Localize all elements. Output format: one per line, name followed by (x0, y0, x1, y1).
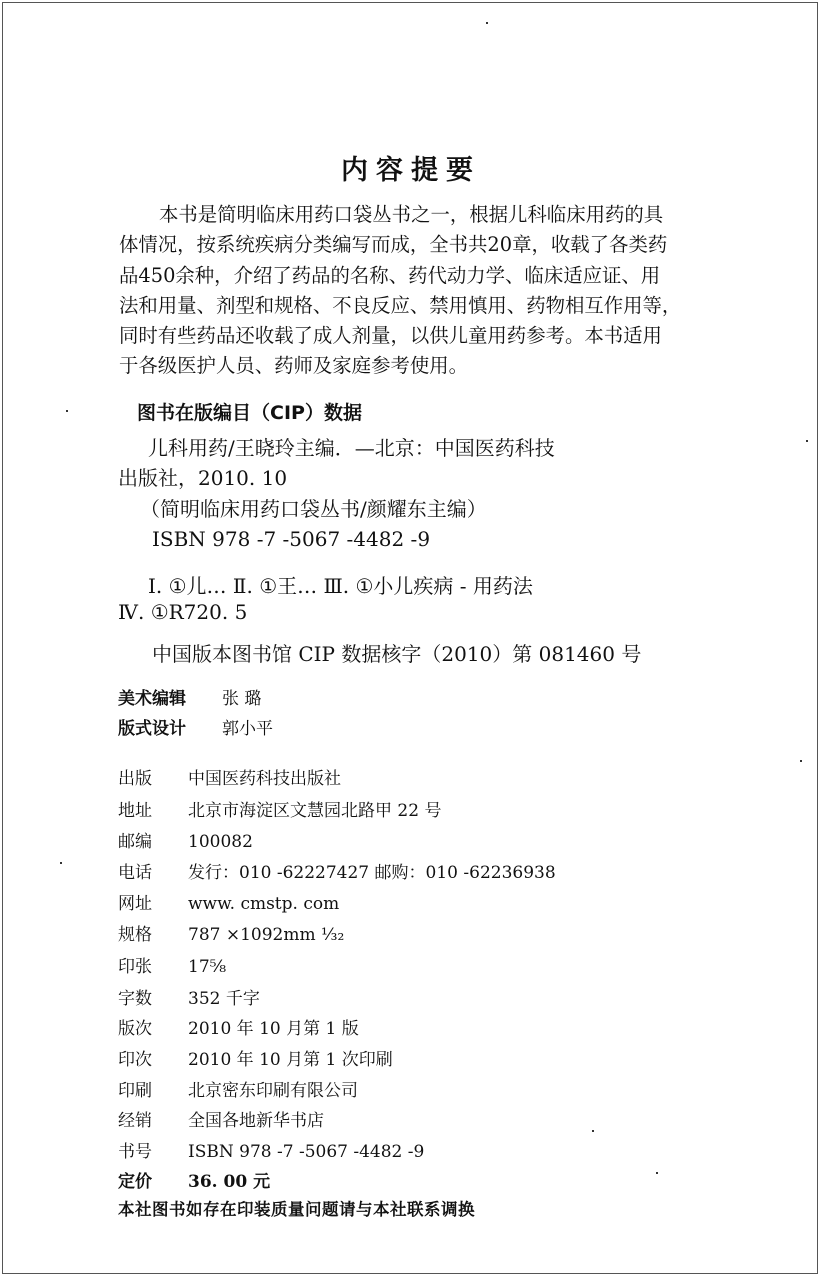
info-row-distributor (118, 1106, 324, 1131)
info-value: 中国医药科技出版社 (188, 769, 341, 789)
info-label: 出版 (118, 769, 152, 789)
info-label: 书号 (118, 1142, 152, 1162)
credit-layout-designer (118, 714, 273, 739)
scan-speck (800, 760, 802, 762)
info-value: 2010 年 10 月第 1 次印刷 (188, 1050, 393, 1070)
info-row-publisher (118, 764, 341, 789)
abstract-line: 法和用量、剂型和规格、不良反应、禁用慎用、药物相互作用等， (119, 293, 682, 317)
info-value: 全国各地新华书店 (188, 1111, 324, 1131)
abstract-line: 于各级医护人员、药师及家庭参考使用。 (119, 354, 469, 378)
scan-speck (486, 22, 488, 24)
info-value: ISBN 978 -7 -5067 -4482 -9 (188, 1142, 425, 1162)
info-label: 地址 (118, 801, 152, 821)
info-label: 印刷 (118, 1081, 152, 1101)
credit-value: 郭小平 (222, 719, 273, 739)
quality-notice: 本社图书如存在印装质量问题请与本社联系调换 (118, 1200, 475, 1219)
info-value: 2010 年 10 月第 1 版 (188, 1019, 359, 1039)
info-label: 版次 (118, 1019, 152, 1039)
info-row-book-number (118, 1137, 424, 1162)
cip-isbn: ISBN 978 -7 -5067 -4482 -9 (152, 527, 431, 551)
cip-line: 儿科用药/王晓玲主编．—北京：中国医药科技 (148, 436, 555, 460)
abstract-line: 体情况，按系统疾病分类编写而成，全书共20章，收载了各类药 (119, 233, 668, 257)
info-value: 787 ×1092mm ¹⁄₃₂ (188, 925, 345, 945)
info-row-word-count (118, 984, 260, 1009)
info-row-edition (118, 1014, 359, 1039)
scan-speck (592, 1130, 594, 1132)
credit-value: 张 璐 (222, 689, 262, 709)
cip-classification: Ⅳ. ①R720. 5 (118, 600, 248, 624)
info-value: www. cmstp. com (188, 894, 340, 914)
info-label: 字数 (118, 989, 152, 1009)
info-row-website (118, 889, 339, 914)
info-value: 北京市海淀区文慧园北路甲 22 号 (188, 801, 442, 821)
cip-heading: 图书在版编目（CIP）数据 (137, 402, 362, 424)
info-label: 邮编 (118, 832, 152, 852)
info-label: 网址 (118, 894, 152, 914)
info-row-price (118, 1167, 270, 1192)
info-row-phone (118, 858, 556, 883)
abstract-line: 品450余种，介绍了药品的名称、药代动力学、临床适应证、用 (119, 263, 661, 287)
scan-speck (806, 440, 808, 442)
scan-speck (656, 1172, 658, 1174)
page-title: 内容提要 (341, 155, 481, 186)
cip-classification: Ⅰ. ①儿… Ⅱ. ①王… Ⅲ. ①小儿疾病 - 用药法 (148, 574, 533, 598)
info-label: 经销 (118, 1111, 152, 1131)
cip-line: （简明临床用药口袋丛书/颜耀东主编） (140, 497, 487, 521)
info-label: 规格 (118, 925, 152, 945)
info-value: 100082 (188, 832, 253, 852)
abstract-paragraph (119, 200, 764, 382)
info-row-postcode (118, 827, 253, 852)
scan-speck (60, 862, 62, 864)
info-row-format (118, 920, 344, 945)
cip-record-number: 中国版本图书馆 CIP 数据核字（2010）第 081460 号 (152, 642, 642, 666)
info-row-printing (118, 1045, 393, 1070)
scan-speck (66, 410, 68, 412)
credit-label: 美术编辑 (118, 689, 186, 709)
info-label: 印张 (118, 957, 152, 977)
credit-art-editor (118, 684, 261, 709)
info-value: 36. 00 元 (188, 1172, 271, 1192)
info-value: 17⅝ (188, 957, 227, 977)
cip-line: 出版社，2010. 10 (118, 466, 288, 490)
credit-label: 版式设计 (118, 719, 186, 739)
info-row-sheets (118, 952, 226, 977)
info-label: 电话 (118, 863, 152, 883)
abstract-line: 本书是简明临床用药口袋丛书之一，根据儿科临床用药的具 (159, 203, 664, 226)
info-row-address (118, 796, 441, 821)
info-value: 北京密东印刷有限公司 (188, 1081, 358, 1101)
abstract-line: 同时有些药品还收载了成人剂量，以供儿童用药参考。本书适用 (119, 324, 662, 348)
info-value: 352 千字 (188, 989, 260, 1009)
info-row-printer (118, 1076, 358, 1101)
info-value: 发行：010 -62227427 邮购：010 -62236938 (188, 863, 556, 883)
info-label: 定价 (118, 1172, 152, 1192)
info-label: 印次 (118, 1050, 152, 1070)
